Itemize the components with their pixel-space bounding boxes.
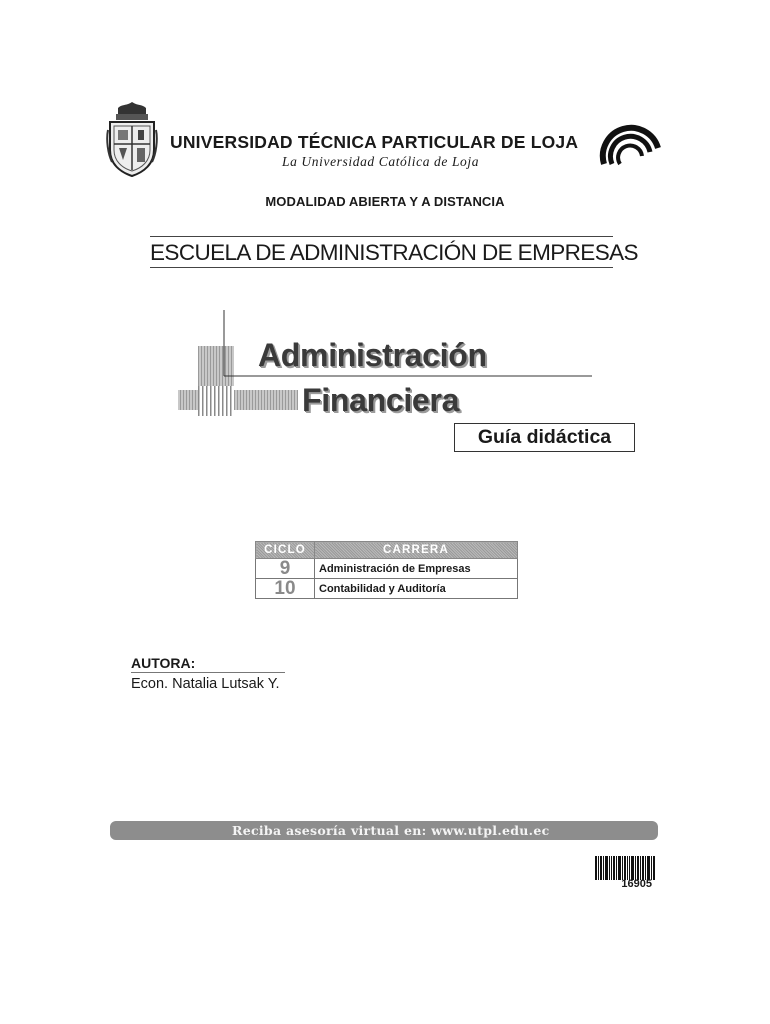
career-table bbox=[255, 541, 518, 599]
utpl-arcs-logo-icon bbox=[598, 108, 662, 166]
column-header-cycle: CICLO bbox=[256, 542, 315, 559]
career-cell: Administración de Empresas bbox=[315, 559, 518, 579]
author-underline bbox=[131, 672, 285, 673]
modality-heading: MODALIDAD ABIERTA Y A DISTANCIA bbox=[265, 194, 505, 209]
subtitle-box: Guía didáctica bbox=[454, 423, 635, 452]
barcode-number: 16905 bbox=[621, 878, 652, 890]
cycle-cell: 9 bbox=[256, 559, 315, 579]
author-label: AUTORA: bbox=[131, 655, 196, 671]
table-header-row bbox=[256, 542, 518, 559]
university-crest-icon bbox=[106, 100, 158, 178]
divider-top bbox=[150, 236, 613, 237]
column-header-career: CARRERA bbox=[315, 542, 518, 559]
career-cell: Contabilidad y Auditoría bbox=[315, 579, 518, 599]
title-line-2: Financiera bbox=[302, 382, 460, 418]
school-name: ESCUELA DE ADMINISTRACIÓN DE EMPRESAS bbox=[150, 240, 638, 265]
university-tagline: La Universidad Católica de Loja bbox=[282, 154, 480, 169]
author-name: Econ. Natalia Lutsak Y. bbox=[131, 676, 280, 692]
table-row bbox=[256, 559, 518, 579]
banner-text: Reciba asesoría virtual en: www.utpl.edu.ec bbox=[232, 823, 550, 838]
virtual-support-banner bbox=[110, 821, 658, 840]
title-line-1: Administración bbox=[258, 337, 487, 373]
table-row bbox=[256, 579, 518, 599]
cycle-cell: 10 bbox=[256, 579, 315, 599]
divider-bottom bbox=[150, 267, 613, 268]
barcode-icon bbox=[595, 856, 655, 880]
university-name: UNIVERSIDAD TÉCNICA PARTICULAR DE LOJA bbox=[170, 132, 579, 152]
